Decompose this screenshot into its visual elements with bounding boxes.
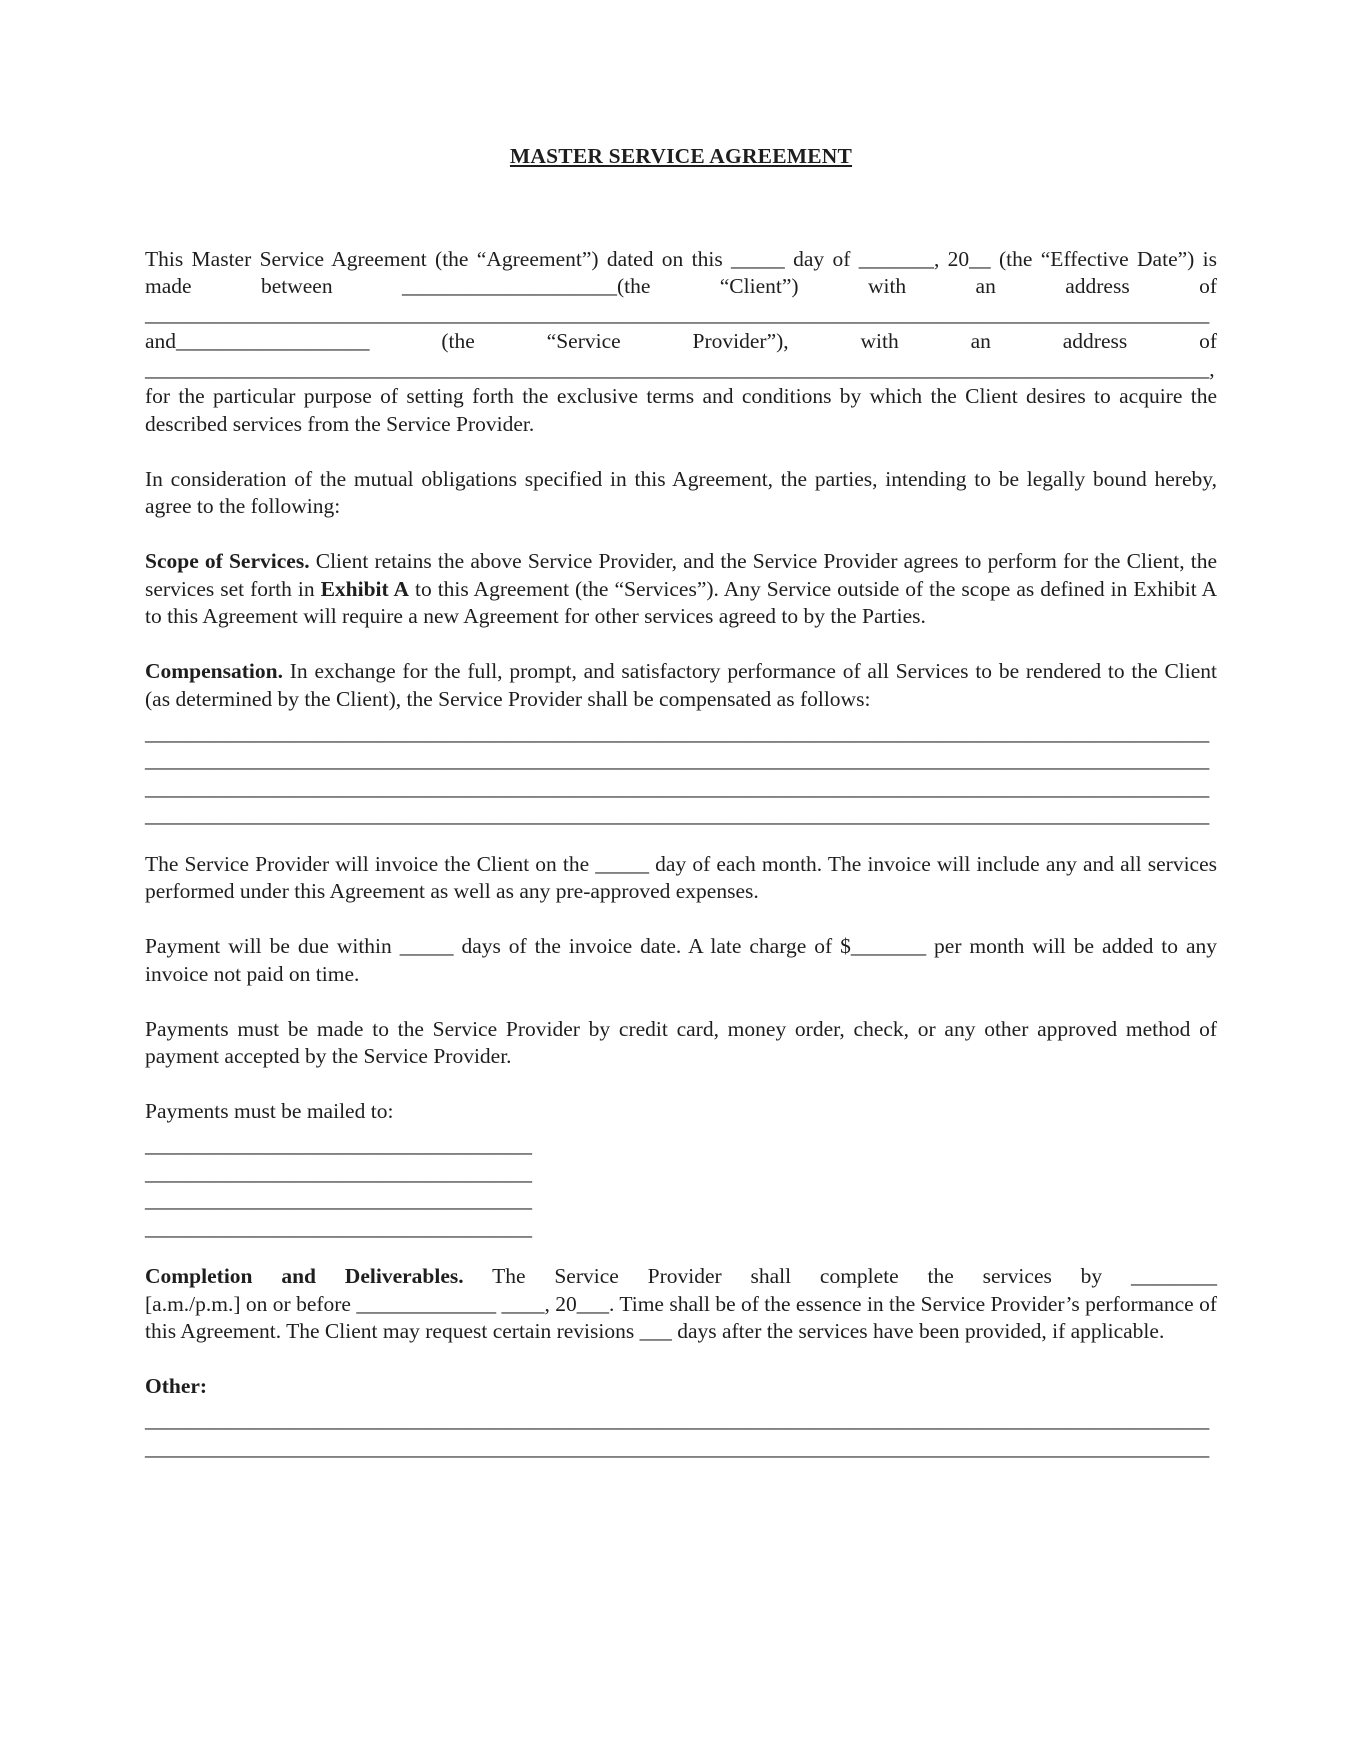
other-fill-in-lines	[145, 1407, 1217, 1462]
text-run: Payments must be mailed to:	[145, 1099, 394, 1123]
text-run: In exchange for the full, prompt, and satisfactory performance of all Services to be rendered to the Client (as determined by the Client), the Service Provider shall be compensated as follows:	[145, 659, 1217, 711]
payment-method-paragraph	[145, 1016, 1217, 1071]
document-page	[145, 0, 1217, 1462]
text-run: In consideration of the mutual obligations specified in this Agreement, the parties, intending to be legally bound hereby, agree to the following:	[145, 466, 1217, 518]
text-run: The Service Provider will invoice the Client on the _____ day of each month. The invoice will include any and all services performed under this Agreement as well as any pre-approved expenses.	[145, 851, 1217, 903]
text-run: Payment will be due within _____ days of the invoice date. A late charge of $_______ per month will be added to any invoice not paid on time.	[145, 934, 1217, 986]
other-heading	[145, 1373, 1217, 1401]
text-run: Payments must be made to the Service Provider by credit card, money order, check, or any other approved method of payment accepted by the Service Provider.	[145, 1016, 1217, 1068]
bold-text-run: Scope of Services.	[145, 549, 310, 573]
consideration-paragraph	[145, 466, 1217, 521]
document-title: MASTER SERVICE AGREEMENT	[509, 144, 853, 168]
fill-in-line: ___________________________________________________________________________________________________	[145, 803, 1210, 827]
fill-in-line: ___________________________________________________________________________________________________	[145, 748, 1210, 772]
bold-text-run: Completion and Deliverables.	[145, 1264, 464, 1288]
fill-in-line: ____________________________________	[145, 1133, 532, 1157]
invoicing-paragraph	[145, 851, 1217, 906]
bold-text-run: Exhibit A	[320, 576, 410, 601]
fill-in-line: ___________________________________________________________________________________________________	[145, 775, 1210, 800]
mailing-address-heading	[145, 1098, 1217, 1126]
fill-in-line: ____________________________________	[145, 1160, 532, 1185]
bold-text-run: Compensation.	[145, 659, 283, 683]
fill-in-line: ___________________________________________________________________________________________________	[145, 1435, 1210, 1460]
document-blocks	[145, 246, 1217, 1463]
fill-in-line: ____________________________________	[145, 1215, 532, 1240]
mailing-address-fill-in-lines	[145, 1132, 1217, 1242]
text-run: Client retains the above Service Provider, and the Service Provider agrees to perform for the Client, the services set forth in	[145, 549, 1217, 601]
fill-in-line: ___________________________________________________________________________________________________	[145, 720, 1210, 745]
completion-first-line	[145, 1263, 1217, 1291]
text-run: This Master Service Agreement (the “Agreement”) dated on this _____ day of _______, 20__ (the “Effective Date”) is made between ____________________(the “Client”) with an address of ___________________________________________________________________________________________________ and__________________ (the “Service Provider”), with an address of ___________________________________________________________________________________________________, for the particular purpose of setting forth the exclusive terms and conditions by which the Client desires to acquire the described services from the Service Provider.	[145, 246, 1217, 436]
completion-continuation	[145, 1291, 1217, 1346]
compensation-paragraph	[145, 658, 1217, 713]
bold-text-run: Other:	[145, 1374, 208, 1398]
scope-of-services-paragraph	[145, 548, 1217, 631]
text-run: The Service Provider shall complete the services by ________	[463, 1264, 1218, 1288]
fill-in-line: ____________________________________	[145, 1188, 532, 1212]
text-run: [a.m./p.m.] on or before _____________ ____, 20___. Time shall be of the essence in the Service Provider’s performance of this Agreement. The Client may request certain revisions ___ days after the services have been provided, if applicable.	[145, 1291, 1217, 1343]
text-run: to this Agreement (the “Services”). Any Service outside of the scope as defined in Exhibit A to this Agreement will require a new Agreement for other services agreed to by the Parties.	[145, 576, 1217, 628]
fill-in-line: ___________________________________________________________________________________________________	[145, 1408, 1210, 1432]
payment-due-paragraph	[145, 933, 1217, 988]
compensation-fill-in-lines	[145, 720, 1217, 830]
intro-paragraph	[145, 246, 1217, 439]
